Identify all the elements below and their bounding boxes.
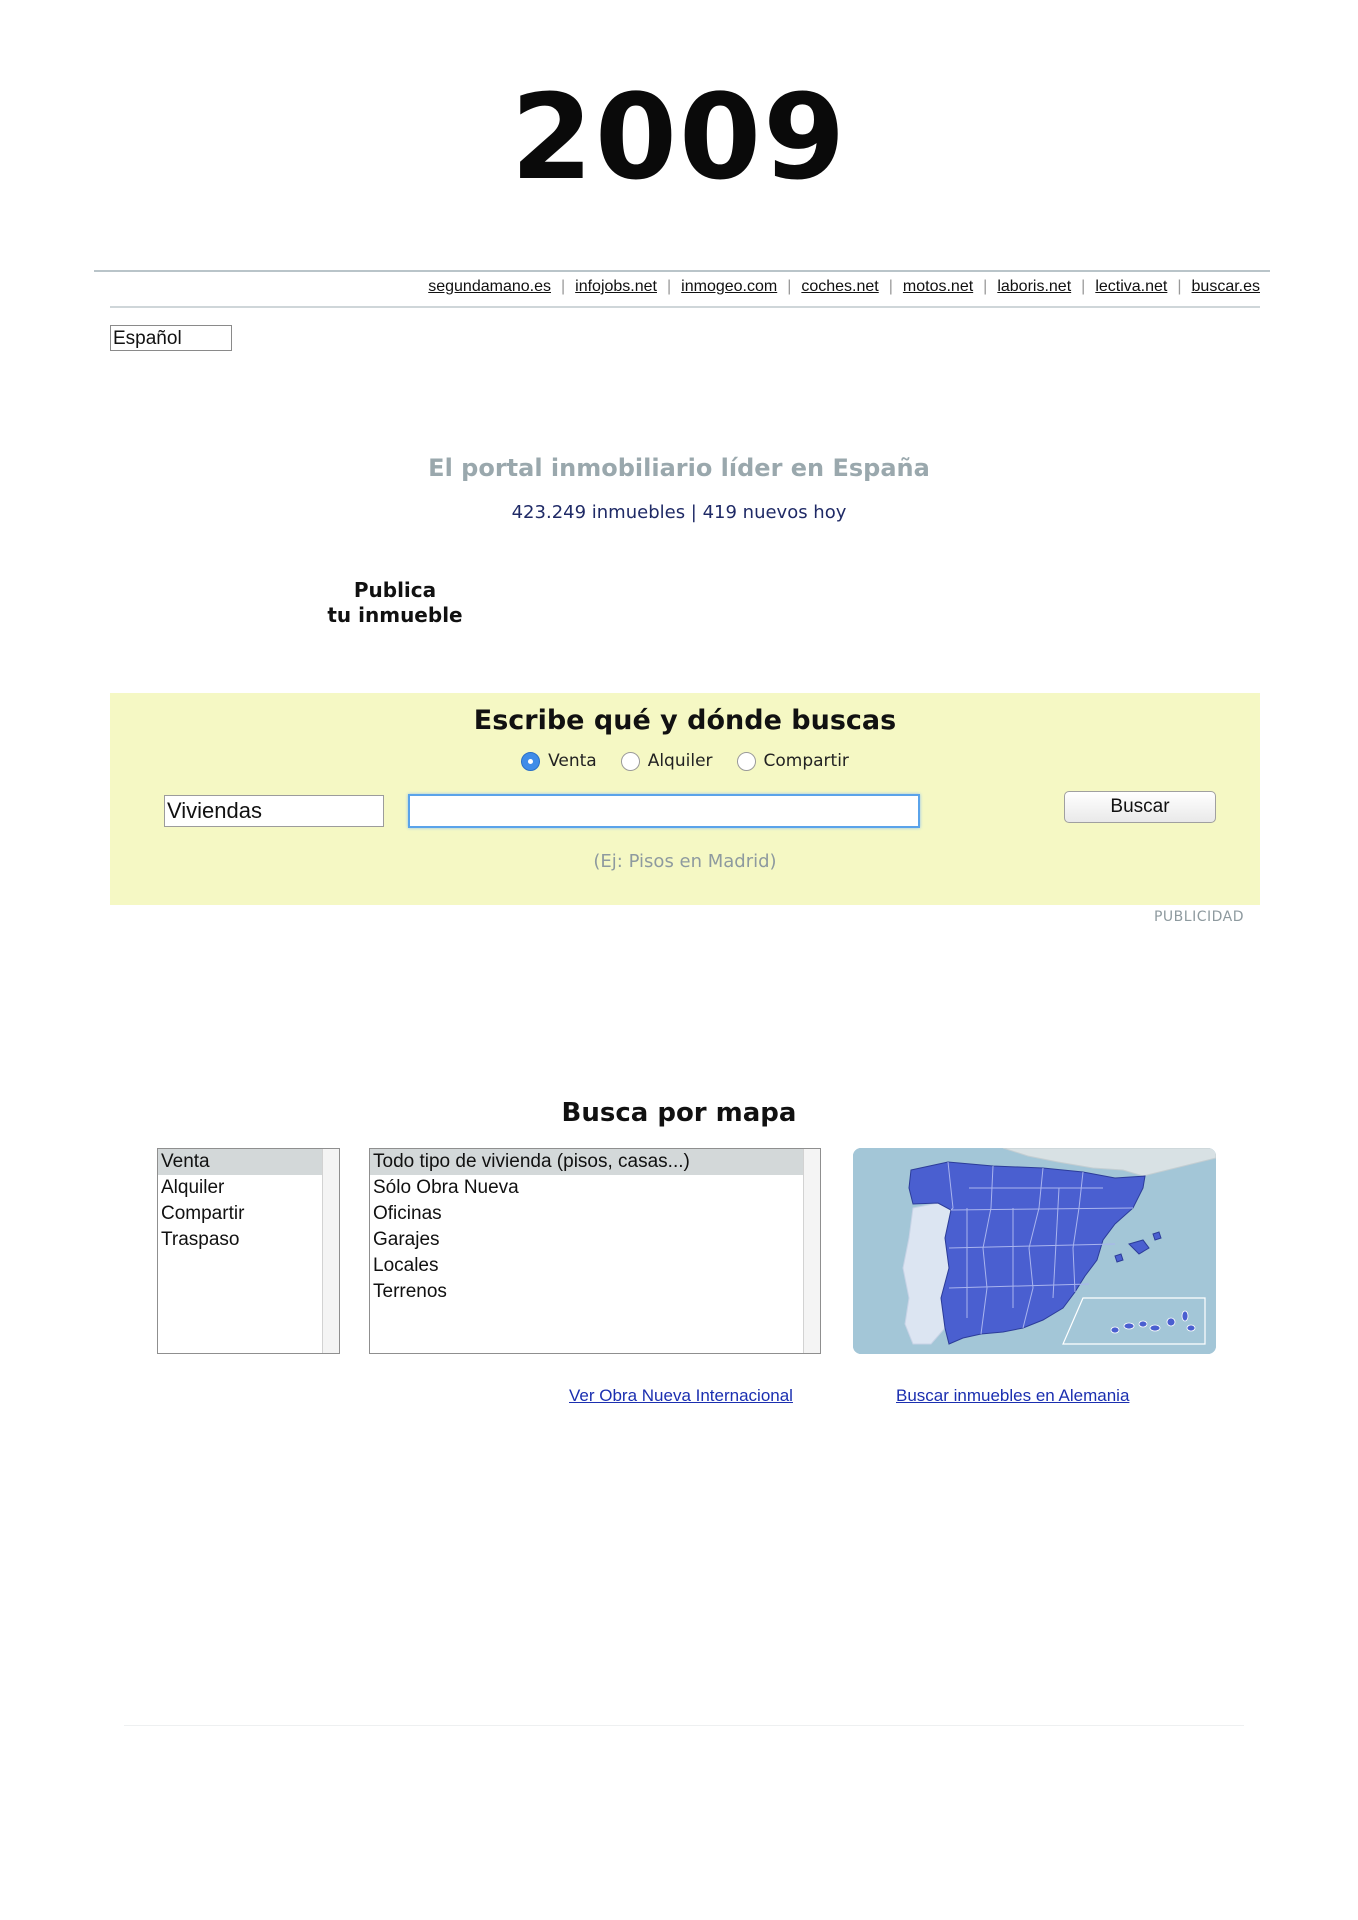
site-link[interactable]: segundamano.es <box>428 278 551 295</box>
year-title: 2009 <box>510 68 848 206</box>
radio-button[interactable] <box>521 752 540 771</box>
list-option[interactable]: Todo tipo de vivienda (pisos, casas...) <box>370 1149 820 1175</box>
language-select[interactable]: Español <box>110 325 232 351</box>
top-divider <box>94 270 1270 272</box>
international-new-build-link[interactable]: Ver Obra Nueva Internacional <box>569 1386 793 1405</box>
publish-property-link[interactable] <box>300 578 490 628</box>
list-option[interactable]: Locales <box>373 1255 439 1276</box>
search-input[interactable] <box>408 794 920 828</box>
publish-line-2: tu inmueble <box>327 603 463 627</box>
list-option[interactable]: Compartir <box>161 1203 245 1224</box>
publish-line-1: Publica <box>353 578 437 602</box>
site-link[interactable]: infojobs.net <box>575 278 657 295</box>
network-sites-bar <box>428 278 1260 296</box>
site-link[interactable]: coches.net <box>801 278 879 295</box>
site-separator: | <box>1177 278 1182 295</box>
list-option[interactable]: Alquiler <box>161 1177 225 1198</box>
list-option[interactable]: Venta <box>158 1149 339 1175</box>
list-option[interactable]: Traspaso <box>161 1229 240 1250</box>
operation-listbox[interactable] <box>157 1148 340 1354</box>
footer-divider <box>124 1725 1244 1726</box>
site-link[interactable]: laboris.net <box>997 278 1072 295</box>
property-type-listbox-scrollbar[interactable] <box>803 1149 820 1353</box>
site-link[interactable]: motos.net <box>902 278 974 295</box>
site-separator: | <box>983 278 988 295</box>
germany-properties-link[interactable]: Buscar inmuebles en Alemania <box>896 1386 1130 1405</box>
top-divider-lower <box>110 306 1260 308</box>
site-separator: | <box>787 278 792 295</box>
list-option[interactable]: Oficinas <box>373 1203 442 1224</box>
advertising-label: PUBLICIDAD <box>1153 909 1244 925</box>
radio-button[interactable] <box>737 752 756 771</box>
search-panel <box>110 693 1260 905</box>
spain-map-graphic <box>853 1148 1216 1354</box>
operation-radio-venta[interactable] <box>521 751 597 771</box>
site-separator: | <box>561 278 566 295</box>
site-link[interactable]: inmogeo.com <box>681 278 778 295</box>
operation-listbox-scrollbar[interactable] <box>322 1149 339 1353</box>
operation-radio-group <box>110 751 1260 771</box>
site-link[interactable]: buscar.es <box>1191 278 1260 295</box>
search-heading: Escribe qué y dónde buscas <box>473 705 897 736</box>
site-separator: | <box>888 278 893 295</box>
operation-radio-alquiler[interactable] <box>621 751 713 771</box>
property-type-listbox[interactable] <box>369 1148 821 1354</box>
spain-map[interactable] <box>853 1148 1216 1354</box>
list-option[interactable]: Garajes <box>373 1229 440 1250</box>
radio-label: Compartir <box>763 751 849 771</box>
site-separator: | <box>667 278 672 295</box>
portal-tagline: El portal inmobiliario líder en España <box>428 454 930 482</box>
search-button[interactable]: Buscar <box>1064 791 1216 823</box>
search-example-hint: (Ej: Pisos en Madrid) <box>593 851 777 872</box>
list-option[interactable]: Sólo Obra Nueva <box>373 1177 519 1198</box>
operation-radio-compartir[interactable] <box>737 751 849 771</box>
radio-label: Alquiler <box>647 751 713 771</box>
site-link[interactable]: lectiva.net <box>1095 278 1168 295</box>
listing-stats: 423.249 inmuebles | 419 nuevos hoy <box>511 502 847 523</box>
map-search-heading: Busca por mapa <box>561 1098 797 1128</box>
site-separator: | <box>1081 278 1086 295</box>
property-type-select[interactable]: Viviendas <box>164 795 384 827</box>
radio-label: Venta <box>548 751 597 771</box>
radio-button[interactable] <box>621 752 640 771</box>
list-option[interactable]: Terrenos <box>373 1281 447 1302</box>
